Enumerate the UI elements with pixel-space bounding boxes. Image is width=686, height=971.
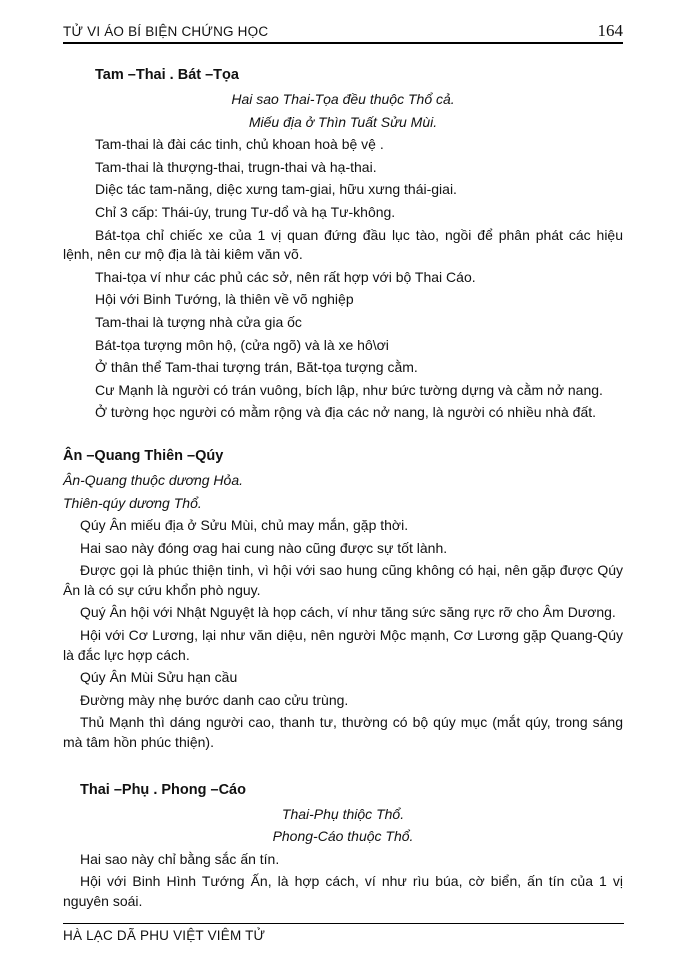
paragraph: Hai sao này chỉ bằng sắc ấn tín. — [80, 850, 280, 867]
paragraph: Hai sao này đóng ơag hai cung nào cũng được sự tốt lành. — [80, 539, 448, 556]
paragraph: Qúy Ân Mùi Sửu hạn cầu — [80, 669, 238, 686]
paragraph: Bát-tọa tượng môn hộ, (cửa ngõ) và là xe hô\ơi — [95, 336, 389, 353]
paragraph: Hội với Cơ Lương, lại như văn diệu, nên người Mộc mạnh, Cơ Lương gặp Quang-Qúy là đắc lực hợp cách. — [63, 627, 623, 663]
paragraph: Thai-tọa ví như các phủ các sở, nên rất hợp với bộ Thai Cáo. — [95, 268, 476, 285]
paragraph: Diệc tác tam-năng, diệc xưng tam-giai, hữu xưng thái-giai. — [95, 181, 457, 198]
section-heading-an-quang: Ân –Quang Thiên –Qúy — [63, 447, 224, 464]
lead-line: Ân-Quang thuộc dương Hỏa. — [63, 471, 244, 488]
page-header — [63, 22, 623, 44]
lead-line: Thiên-qúy dương Thổ. — [63, 494, 202, 511]
footer-text: HÀ LẠC DÃ PHU VIỆT VIÊM TỬ — [63, 928, 266, 943]
paragraph: Ở thân thể Tam-thai tượng trán, Băt-tọa tượng cằm. — [95, 359, 418, 376]
paragraph: Đường mày nhẹ bước danh cao cửu trùng. — [80, 691, 349, 708]
paragraph: Hội với Binh Hình Tướng Ấn, là hợp cách, ví như rìu búa, cờ biển, ấn tín của 1 vị nguyên soái. — [63, 873, 623, 909]
epigraph-line: Miếu địa ở Thìn Tuất Sửu Mùi. — [248, 113, 438, 130]
paragraph: Tam-thai là đài các tinh, chủ khoan hoà bệ vệ . — [95, 136, 384, 153]
paragraph: Tam-thai là tượng nhà cửa gia ốc — [95, 313, 302, 330]
epigraph-line: Hai sao Thai-Tọa đều thuộc Thổ cả. — [231, 91, 455, 107]
paragraph: Quý Ân hội với Nhật Nguyệt là họp cách, ví như tăng sức săng rực rỡ cho Âm Dương. — [80, 604, 616, 621]
epigraph-line: Phong-Cáo thuộc Thổ. — [272, 828, 414, 845]
paragraph: Hội với Binh Tướng, là thiên về võ nghiệp — [95, 291, 354, 308]
paragraph: Thủ Mạnh thì dáng người cao, thanh tư, thường có bộ qúy mục (mắt qúy, trong sáng mà tâm hồn phúc thiện). — [63, 714, 623, 751]
paragraph: Bát-tọa chỉ chiếc xe của 1 vị quan đứng đầu lục tào, ngồi để phân phát các hiệu lệnh, nên cư mộ địa là tài kiêm văn võ. — [63, 226, 623, 263]
section-heading-thai-phu: Thai –Phụ . Phong –Cáo — [80, 781, 246, 798]
section-heading-tam-thai: Tam –Thai . Bát –Tọa — [95, 67, 239, 83]
page-number: 164 — [597, 21, 623, 40]
paragraph: Được gọi là phúc thiện tinh, vì hội với sao hung cũng không có hại, nên gặp được Qúy Ân là có sự cứu khổn phò nguy. — [63, 562, 623, 598]
paragraph: Ở tường học người có mằm rộng và địa các nở nang, là người có nhiều nhà đất. — [95, 404, 597, 421]
running-title: TỬ VI ÁO BÍ BIỆN CHỨNG HỌC — [63, 24, 269, 39]
paragraph: Qúy Ân miếu địa ở Sửu Mùi, chủ may mắn, gặp thời. — [80, 517, 409, 534]
epigraph-line: Thai-Phụ thiộc Thổ. — [281, 805, 405, 822]
paragraph: Cư Mạnh là người có trán vuông, bích lập, như bức tường dựng và cằm nở nang. — [95, 381, 603, 398]
page-footer — [63, 923, 624, 943]
paragraph: Tam-thai là thượng-thai, trugn-thai và hạ-thai. — [95, 158, 377, 175]
paragraph: Chỉ 3 cấp: Thái-úy, trung Tư-dổ và hạ Tư-không. — [95, 203, 396, 220]
